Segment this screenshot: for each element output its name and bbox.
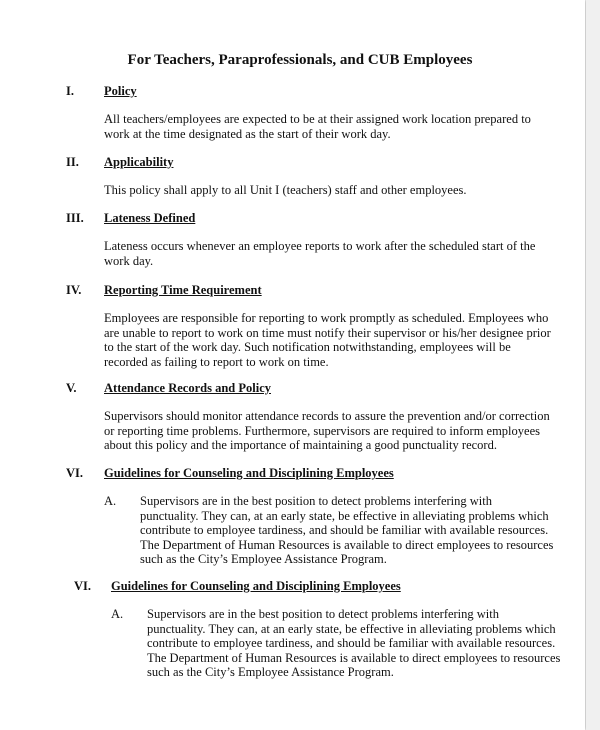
section-body: Employees are responsible for reporting to work promptly as scheduled. Employees who are unable to report to work on time must notify their supervisor or his/her designee prior to the start of the work day. Such notification notwithstanding, employees will be recorded as failing to report to work on time. <box>104 311 551 369</box>
section-number: III. <box>66 211 84 225</box>
section-heading: Attendance Records and Policy <box>104 381 271 395</box>
section-number: V. <box>66 381 77 395</box>
section-heading: Guidelines for Counseling and Disciplining Employees <box>111 579 401 593</box>
section-heading: Policy <box>104 84 137 98</box>
subsection-body: Supervisors are in the best position to detect problems interfering with punctuality. They can, at an early state, be effective in alleviating problems which contribute to employee tardiness, and should be familiar with available resources. The Department of Human Resources is available to direct employees to resources such as the City’s Employee Assistance Program. <box>147 607 561 680</box>
section-heading: Lateness Defined <box>104 211 196 225</box>
section-number: VI. <box>66 466 84 480</box>
page-margin <box>586 0 600 730</box>
subsection-body: Supervisors are in the best position to detect problems interfering with punctuality. They can, at an early state, be effective in alleviating problems which contribute to employee tardiness, and should be familiar with available resources. The Department of Human Resources is available to direct employees to resources such as the City’s Employee Assistance Program. <box>140 494 554 567</box>
section-number: II. <box>66 155 79 169</box>
section-heading: Applicability <box>104 155 174 169</box>
section-body: This policy shall apply to all Unit I (teachers) staff and other employees. <box>104 183 467 197</box>
section-number: VI. <box>74 579 92 593</box>
subsection-label: A. <box>111 607 124 621</box>
section-body: Supervisors should monitor attendance records to assure the prevention and/or correction or reporting time problems. Furthermore, supervisors are required to inform employees about this policy and the importance of maintaining a good punctuality record. <box>104 409 550 453</box>
section-heading: Reporting Time Requirement <box>104 283 262 297</box>
section-body: Lateness occurs whenever an employee reports to work after the scheduled start of the work day. <box>104 239 536 268</box>
section-number: IV. <box>66 283 82 297</box>
section-body: All teachers/employees are expected to be at their assigned work location prepared to work at the time designated as the start of their work day. <box>104 112 531 141</box>
subsection-label: A. <box>104 494 117 508</box>
section-number: I. <box>66 84 74 98</box>
document-title: For Teachers, Paraprofessionals, and CUB Employees <box>127 52 473 68</box>
section-heading: Guidelines for Counseling and Disciplining Employees <box>104 466 394 480</box>
